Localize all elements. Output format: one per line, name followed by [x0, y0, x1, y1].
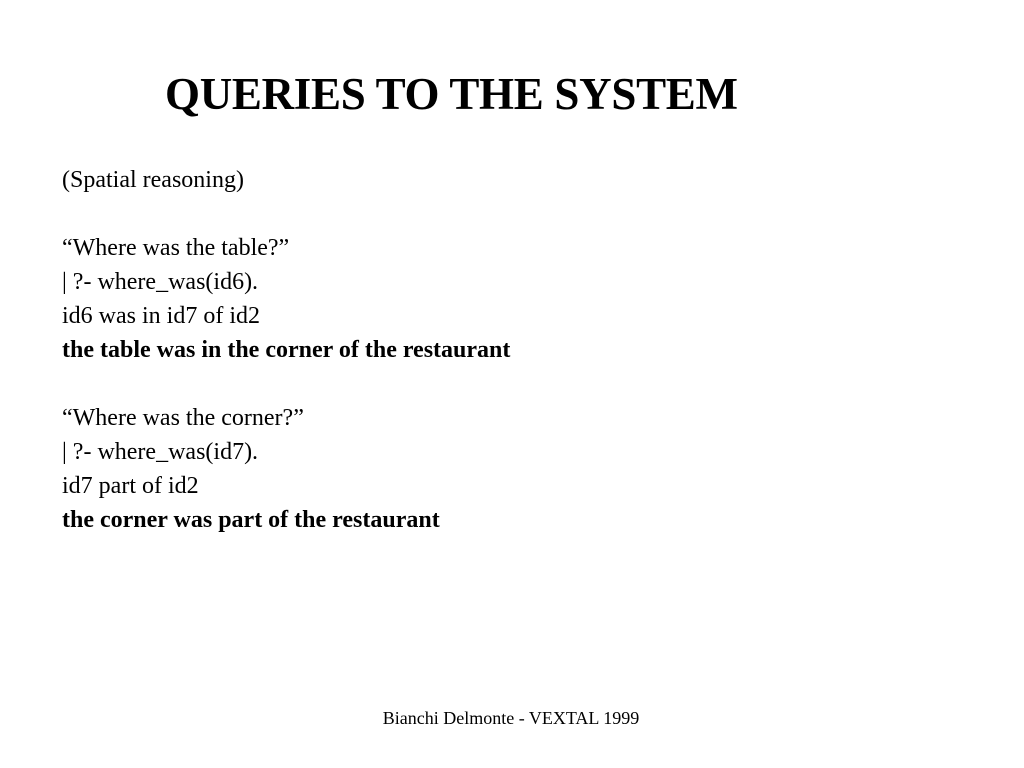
spacer	[62, 197, 510, 231]
spacer	[62, 367, 510, 401]
query-question: “Where was the corner?”	[62, 405, 304, 431]
query-question: “Where was the table?”	[62, 235, 290, 261]
query-result: id7 part of id2	[62, 473, 199, 499]
query-block-2	[62, 401, 510, 537]
slide-title: QUERIES TO THE SYSTEM	[165, 69, 738, 119]
slide-body	[62, 163, 510, 537]
footer	[0, 707, 1024, 729]
footer-text: Bianchi Delmonte - VEXTAL 1999	[382, 708, 640, 728]
query-answer: the corner was part of the restaurant	[62, 507, 440, 533]
query-result: id6 was in id7 of id2	[62, 303, 260, 329]
subtitle: (Spatial reasoning)	[62, 167, 244, 193]
query-prolog: | ?- where_was(id6).	[62, 269, 259, 295]
query-block-1	[62, 231, 510, 367]
query-prolog: | ?- where_was(id7).	[62, 439, 259, 465]
query-answer: the table was in the corner of the restaurant	[62, 337, 511, 363]
